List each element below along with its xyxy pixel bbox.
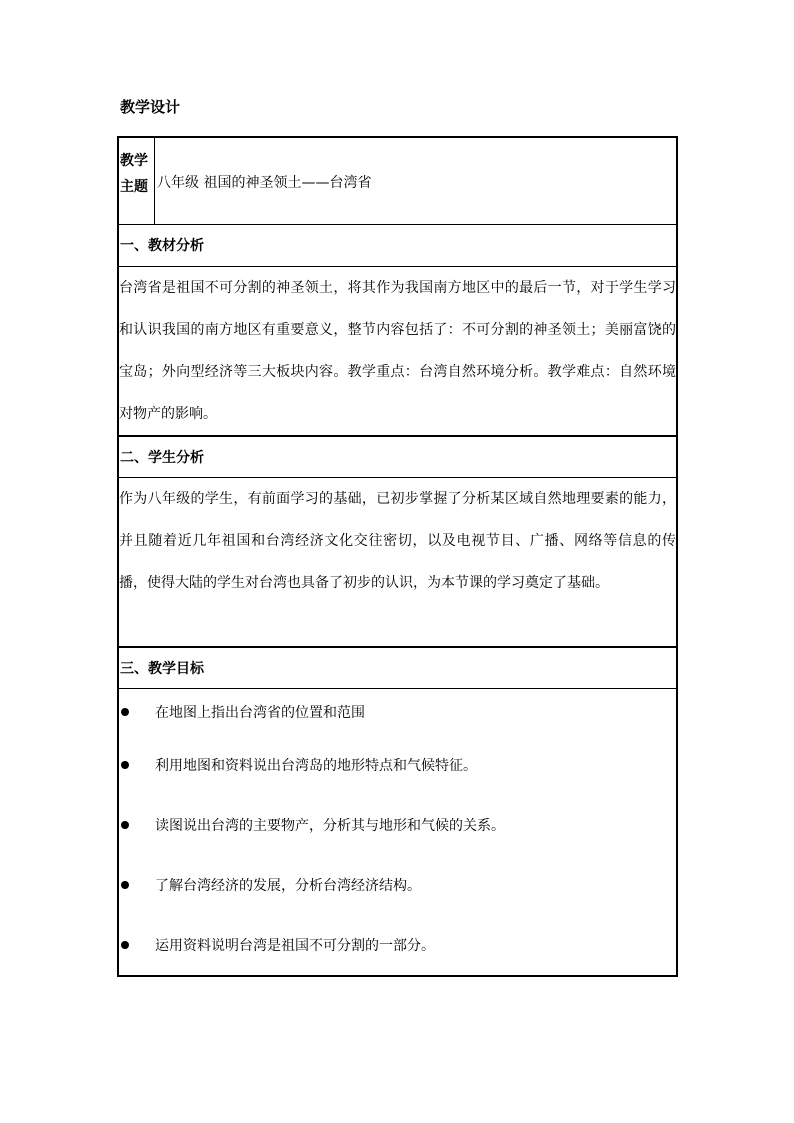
lesson-plan-table bbox=[117, 136, 678, 977]
student-analysis-heading: 二、学生分析 bbox=[119, 435, 676, 477]
teaching-goals-heading: 三、教学目标 bbox=[119, 646, 676, 688]
student-analysis-body: 作为八年级的学生，有前面学习的基础，已初步掌握了分析某区域自然地理要素的能力，并且随着近几年祖国和台湾经济文化交往密切，以及电视节目、广播、网络等信息的传播，使得大陆的学生对台湾也具备了初步的认识，为本节课的学习奠定了基础。 bbox=[119, 477, 676, 646]
list-item-text: 读图说出台湾的主要物产，分析其与地形和气候的关系。 bbox=[155, 818, 505, 834]
list-item bbox=[119, 795, 676, 855]
teaching-goals-section bbox=[119, 688, 676, 975]
bullet-icon bbox=[121, 941, 129, 949]
list-item-text: 了解台湾经济的发展，分析台湾经济结构。 bbox=[155, 878, 421, 894]
topic-row bbox=[119, 138, 676, 224]
topic-value: 八年级 祖国的神圣领土——台湾省 bbox=[157, 175, 372, 191]
topic-label bbox=[119, 138, 155, 224]
list-item-text: 利用地图和资料说出台湾岛的地形特点和气候特征。 bbox=[155, 758, 477, 774]
topic-label-line2: 主题 bbox=[120, 179, 148, 195]
topic-label-line1: 教学 bbox=[120, 153, 148, 169]
teaching-goals-list bbox=[119, 689, 676, 975]
list-item bbox=[119, 915, 676, 975]
bullet-icon bbox=[121, 708, 129, 716]
material-analysis-body: 台湾省是祖国不可分割的神圣领土，将其作为我国南方地区中的最后一节，对于学生学习和认识我国的南方地区有重要意义，整节内容包括了：不可分割的神圣领土；美丽富饶的宝岛；外向型经济等三大板块内容。教学重点：台湾自然环境分析。教学难点：自然环境对物产的影响。 bbox=[119, 266, 676, 435]
bullet-icon bbox=[121, 761, 129, 769]
document-title: 教学设计 bbox=[120, 98, 181, 116]
list-item-text: 在地图上指出台湾省的位置和范围 bbox=[155, 705, 365, 721]
list-item bbox=[119, 855, 676, 915]
list-item bbox=[119, 689, 676, 735]
bullet-icon bbox=[121, 821, 129, 829]
material-analysis-heading: 一、教材分析 bbox=[119, 224, 676, 266]
list-item bbox=[119, 735, 676, 795]
bullet-icon bbox=[121, 881, 129, 889]
list-item-text: 运用资料说明台湾是祖国不可分割的一部分。 bbox=[155, 938, 435, 954]
